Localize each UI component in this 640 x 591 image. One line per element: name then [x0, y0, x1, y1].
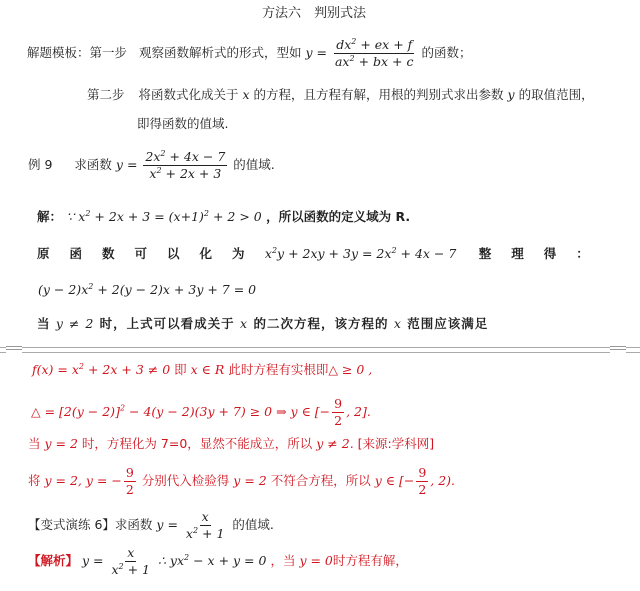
- analysis-tail: ，当: [270, 552, 296, 568]
- solution-line2: 原函数可以化为 $x^2y + 2xy + 3y = 2x^2 + 4x - 7$ 整理得：: [37, 246, 609, 262]
- solution-line4: 当 y ≠ 2 时，上式可以看成关于 x 的二次方程，该方程的 x 范围应该满足: [37, 316, 489, 331]
- template-step1: [27, 38, 472, 69]
- variant-6: 【变式演练 6】求函数 y = $\frac{x}{x^2 + 1}$ 的值域.: [28, 509, 274, 541]
- solution-line2-tail: 整理得：: [478, 246, 609, 262]
- red-line1: $f(x) = x^2 + 2x + 3 \ne 0$ 即 x ∈ R 此时方程有实根即△ ≥ 0 ,: [32, 362, 373, 378]
- solution-line1: 解： ∵ $x^2 + 2x + 3 = (x+1)^2 + 2 > 0$ ，所以函数的定义域为 R.: [37, 209, 411, 225]
- example-prompt: 求函数: [74, 156, 112, 172]
- red-line4: 将 y = 2, y = − $\frac{9}{2}$ 分别代入检验得 y = 2 不符合方程，所以 y ∈ [− $\frac{9}{2}$ , 2).: [28, 465, 456, 497]
- red-line4-b: 分别代入检验得: [141, 472, 230, 488]
- template-label: 解题模板：第一步: [27, 44, 128, 60]
- template-step2: 第二步 将函数式化成关于 x 的方程，且方程有解，用根的判别式求出参数 y 的取值范围，: [87, 87, 594, 102]
- template-formula: y = $\frac{dx^2 + ex + f}{ax^2 + bx + c}$: [305, 37, 414, 70]
- variant-tail: 的值域.: [232, 516, 274, 532]
- red-line4-a: 将: [28, 472, 41, 488]
- solution-line1-tail: ，所以函数的定义域为 R.: [266, 209, 411, 225]
- red-line3-c: [来源:学科网]: [357, 436, 435, 451]
- variant-label: 【变式演练 6】求函数: [28, 516, 153, 532]
- solution-line4-a: 当: [37, 316, 51, 331]
- solution-line4-b: 时，上式可以看成关于: [99, 316, 235, 331]
- template-step1-tail: 的函数；: [421, 44, 472, 60]
- solution-line2-label: 原函数可以化为: [37, 246, 265, 262]
- template-step2-text-c: 的取值范围，: [518, 87, 594, 102]
- analysis: 【解析】 y = $\frac{x}{x^2 + 1}$ ∴ $yx^2 - x + y = 0$ ，当 y = 0时方程有解，: [28, 545, 408, 577]
- analysis-tail2: 时方程有解，: [332, 552, 408, 568]
- red-line3-b: 时，方程化为 7=0，显然不能成立，所以: [81, 436, 313, 451]
- analysis-label: 【解析】: [28, 552, 79, 568]
- red-line2: △ = $[2(y - 2)]^2 - 4(y - 2)(3y + 7) \ge 0$ ⇒ y ∈ [− $\frac{9}{2}$ , 2].: [31, 396, 371, 428]
- red-line1-mid: 即: [174, 362, 187, 378]
- template-step2-label: 第二步: [87, 87, 125, 102]
- red-line3-a: 当: [28, 436, 41, 451]
- example-tail: 的值域.: [233, 156, 275, 172]
- solution-line4-d: 范围应该满足: [407, 316, 489, 331]
- page-divider: [0, 343, 640, 357]
- template-step1-text: 观察函数解析式的形式，型如: [139, 44, 302, 60]
- red-line3: 当 y = 2 时，方程化为 7=0，显然不能成立，所以 y ≠ 2. [来源:学科网]: [28, 436, 435, 451]
- template-step2-text-a: 将函数式化成关于: [138, 87, 239, 102]
- page-title: 方法六 判别式法: [262, 6, 367, 21]
- example-label: 例 9: [28, 156, 53, 172]
- solution-line4-c: 的二次方程，该方程的: [253, 316, 389, 331]
- solution-intro: 解：: [37, 209, 63, 225]
- red-line1-tail: 此时方程有实根即△: [228, 362, 338, 378]
- template-step2-text-b: 的方程，且方程有解，用根的判别式求出参数: [253, 87, 504, 102]
- template-step2-line2: 即得函数的值域.: [137, 116, 229, 131]
- red-line4-c: 不符合方程，所以: [270, 472, 371, 488]
- solution-line3: $(y - 2)x^2 + 2(y - 2)x + 3y + 7 = 0$: [38, 282, 257, 298]
- example-9: 例 9 求函数 y = $\frac{2x^2 + 4x - 7}{x^2 + 2x + 3}$ 的值域.: [28, 149, 275, 182]
